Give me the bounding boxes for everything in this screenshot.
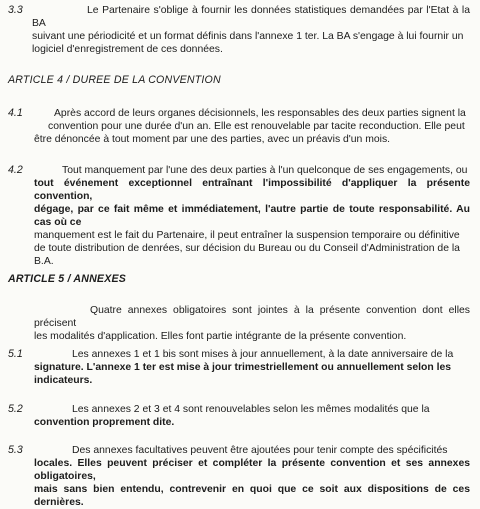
- clause-text: [34, 348, 470, 387]
- text-line: Quatre annexes obligatoires sont jointes à la présente convention dont elles précisent: [34, 305, 470, 329]
- clause-number: 4.2: [8, 164, 23, 176]
- text-line: mais sans bien entendu, contrevenir en quoi que ce soit aux dispositions de ces dernières.: [34, 484, 470, 508]
- text-line: Des annexes facultatives peuvent être ajoutées pour tenir compte des spécificités: [72, 445, 448, 456]
- text-line: être dénoncée à tout moment par une des parties, avec un préavis d'un mois.: [34, 134, 391, 145]
- clause-number: 5.2: [8, 403, 23, 415]
- clause-text: [34, 107, 470, 146]
- article-5-heading: ARTICLE 5 / ANNEXES: [8, 273, 126, 285]
- clause-text: [32, 4, 470, 56]
- text-line: Après accord de leurs organes décisionnels, les responsables des deux parties signent la: [54, 108, 466, 119]
- text-line: de toute distribution de denrées, sur décision du Bureau ou du Conseil d'Administration de la: [34, 243, 460, 254]
- text-line: convention proprement dite.: [34, 417, 175, 428]
- clause-number: 5.3: [8, 444, 23, 456]
- text-line: Les annexes 1 et 1 bis sont mises à jour annuellement, à la date anniversaire de la: [72, 349, 454, 360]
- text-line: B.A.: [34, 256, 54, 267]
- clause-text: [34, 164, 470, 268]
- text-line: locales. Elles peuvent préciser et compléter la présente convention et ses annexes obligatoires,: [34, 458, 470, 482]
- intro-text: [34, 304, 470, 343]
- text-line: Le Partenaire s'oblige à fournir les données statistiques demandées par l'Etat à la BA: [32, 5, 470, 29]
- text-line: dégage, par ce fait même et immédiatement, l'autre partie de toute responsabilité. Au cas où ce: [34, 204, 470, 228]
- clause-number: 5.1: [8, 348, 23, 360]
- text-line: logiciel d'enregistrement de ces données.: [32, 44, 223, 55]
- clause-number: 4.1: [8, 107, 23, 119]
- text-line: signature. L'annexe 1 ter est mise à jour trimestriellement ou annuellement selon les: [34, 362, 452, 373]
- text-line: convention pour une durée d'un an. Elle est renouvelable par tacite reconduction. Elle peut: [48, 121, 465, 132]
- clause-text: [34, 444, 470, 509]
- text-line: indicateurs.: [34, 375, 93, 386]
- text-line: suivant une périodicité et un format définis dans l'annexe 1 ter. La BA s'engage à lui fournir un: [32, 31, 464, 42]
- article-4-heading: ARTICLE 4 / DUREE DE LA CONVENTION: [8, 74, 221, 86]
- text-line: les modalités d'application. Elles font partie intégrante de la présente convention.: [34, 331, 407, 342]
- text-line: manquement est le fait du Partenaire, il peut entraîner la suspension temporaire ou définitive: [34, 230, 460, 241]
- clause-number: 3.3: [8, 4, 23, 16]
- text-line: Les annexes 2 et 3 et 4 sont renouvelables selon les mêmes modalités que la: [72, 404, 430, 415]
- clause-text: [34, 403, 470, 429]
- text-line: Tout manquement par l'une des deux parties à l'un quelconque de ses engagements, ou: [62, 165, 468, 176]
- text-line: tout événement exceptionnel entraînant l'impossibilité d'appliquer la présente convention,: [34, 178, 470, 202]
